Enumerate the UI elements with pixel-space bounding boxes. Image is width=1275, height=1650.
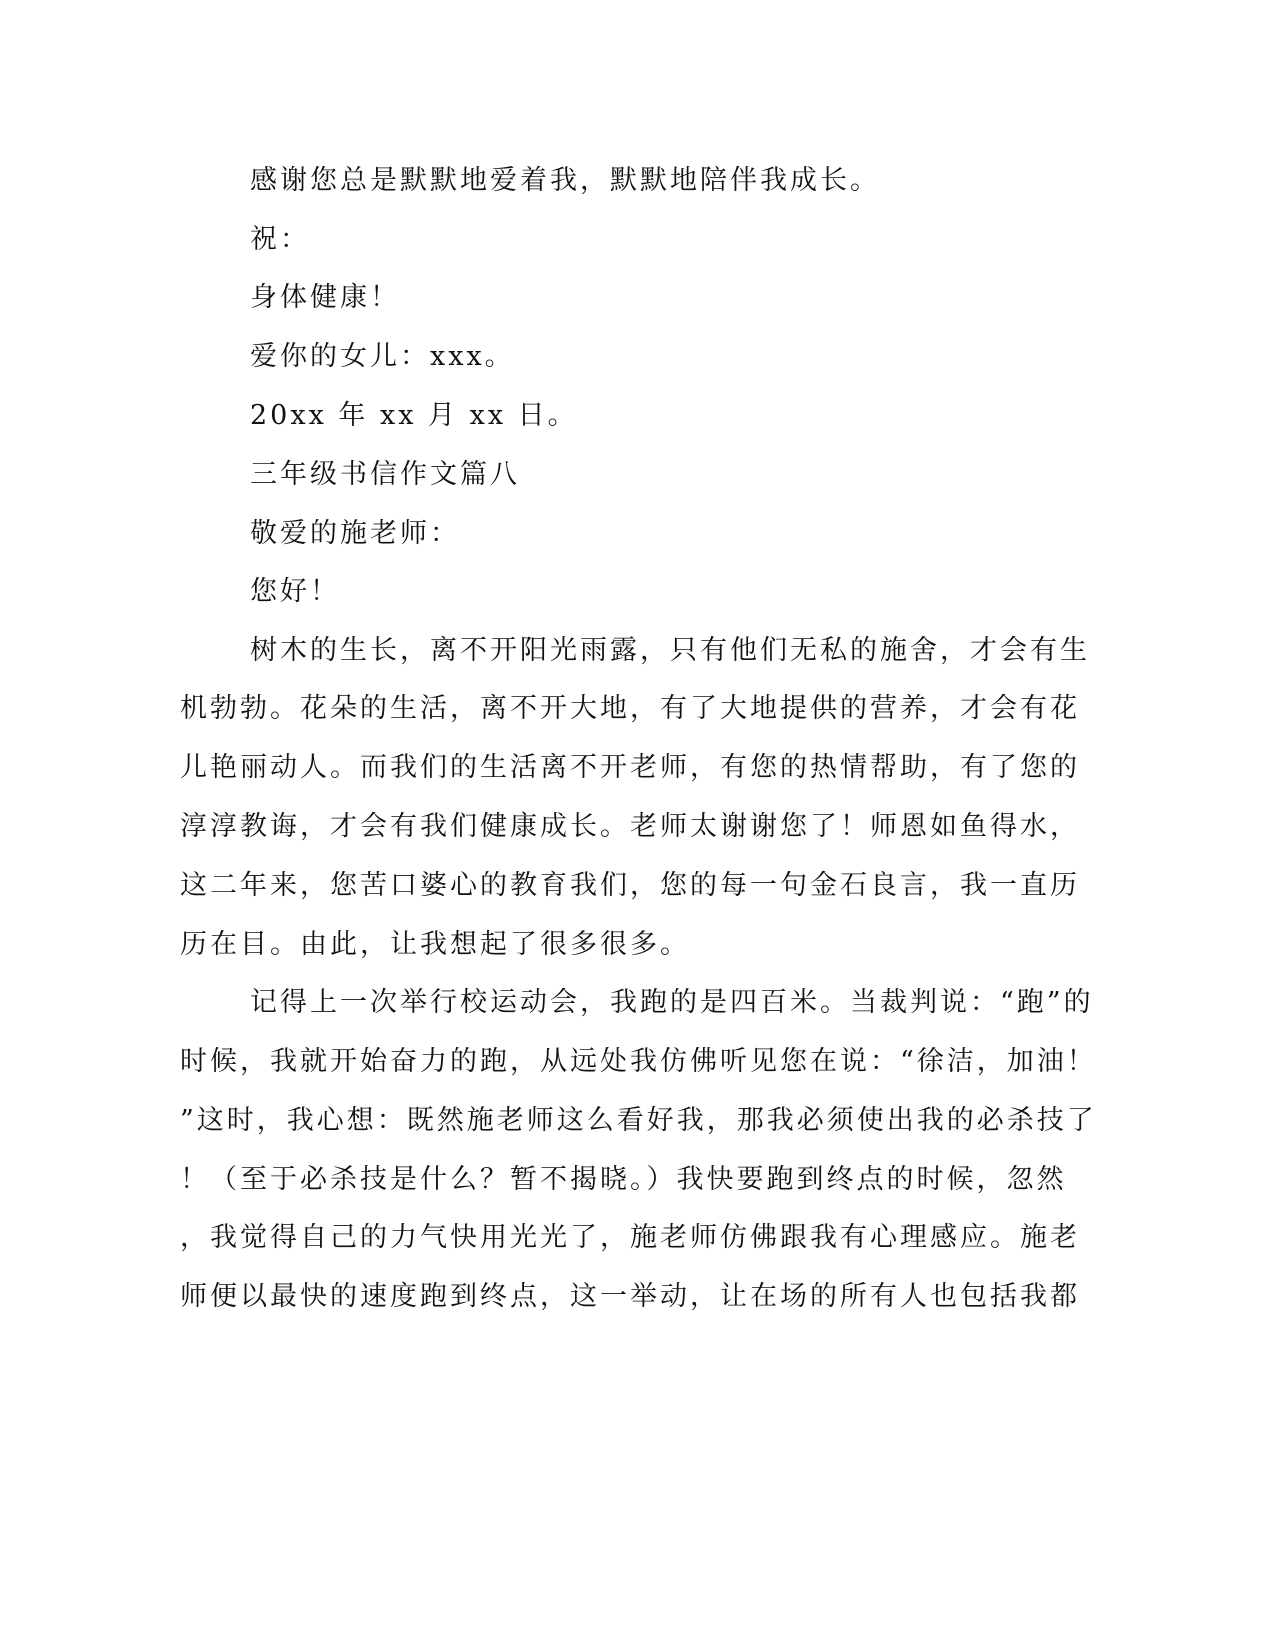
- paragraph-line: ，我觉得自己的力气快用光光了，施老师仿佛跟我有心理感应。施老: [180, 1222, 1080, 1253]
- text-line: 感谢您总是默默地爱着我，默默地陪伴我成长。: [250, 165, 880, 196]
- greeting: 您好！: [250, 576, 340, 607]
- paragraph-line: ”这时，我心想：既然施老师这么看好我，那我必须使出我的必杀技了: [180, 1105, 1097, 1136]
- text-line: 祝：: [250, 224, 310, 255]
- salutation: 敬爱的施老师：: [250, 518, 460, 549]
- paragraph-line: 历在目。由此，让我想起了很多很多。: [180, 929, 690, 960]
- section-heading: 三年级书信作文篇八: [250, 459, 520, 490]
- paragraph-line: 儿艳丽动人。而我们的生活离不开老师，有您的热情帮助，有了您的: [180, 752, 1080, 783]
- text-line: 20xx 年 xx 月 xx 日。: [250, 400, 578, 431]
- text-line: 爱你的女儿：xxx。: [250, 341, 515, 372]
- text-line: 身体健康！: [250, 282, 400, 313]
- paragraph-line: 记得上一次举行校运动会，我跑的是四百米。当裁判说：“跑”的: [250, 987, 1094, 1018]
- paragraph-line: 这二年来，您苦口婆心的教育我们，您的每一句金石良言，我一直历: [180, 870, 1080, 901]
- paragraph-line: 树木的生长，离不开阳光雨露，只有他们无私的施舍，才会有生: [250, 635, 1090, 666]
- paragraph-line: 师便以最快的速度跑到终点，这一举动，让在场的所有人也包括我都: [180, 1281, 1080, 1312]
- paragraph-line: 淳淳教诲，才会有我们健康成长。老师太谢谢您了！师恩如鱼得水，: [180, 811, 1080, 842]
- paragraph-line: 时候，我就开始奋力的跑，从远处我仿佛听见您在说：“徐洁，加油！: [180, 1046, 1097, 1077]
- paragraph-line: 机勃勃。花朵的生活，离不开大地，有了大地提供的营养，才会有花: [180, 693, 1080, 724]
- paragraph-line: ！（至于必杀技是什么？暂不揭晓。）我快要跑到终点的时候，忽然: [180, 1164, 1067, 1195]
